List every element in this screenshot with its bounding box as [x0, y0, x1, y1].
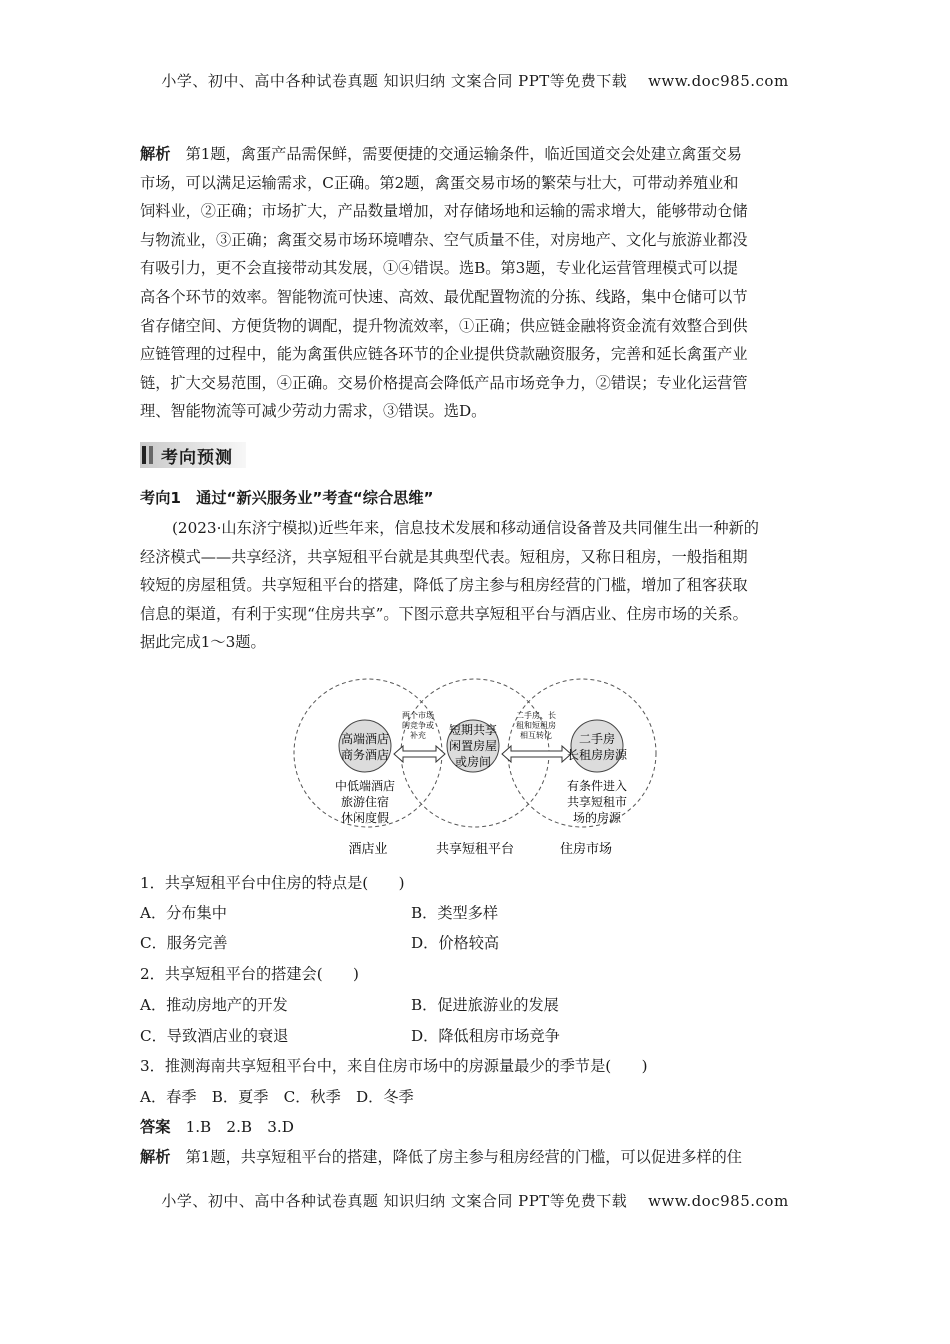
question-1-stem: 1．共享短租平台中住房的特点是( ) [140, 874, 405, 892]
question-3-options[interactable]: A．春季 B．夏季 C．秋季 D．冬季 [140, 1088, 414, 1106]
answer-label: 答案 [140, 1118, 171, 1136]
analysis-line: 有吸引力，更不会直接带动其发展，①④错误。选B。第3题，专业化运营管理模式可以提 [140, 259, 738, 278]
analysis-text: 第1题，共享短租平台的搭建，降低了房主参与租房经营的门槛，可以促进多样的住 [185, 1148, 742, 1166]
question-2-option-c[interactable]: C．导致酒店业的衰退 [140, 1027, 289, 1045]
topic-line [140, 484, 812, 513]
question-2-stem: 2．共享短租平台的搭建会( ) [140, 965, 359, 983]
housing-detail-label: 有条件进入 [566, 779, 628, 793]
analysis-line: 链，扩大交易范围，④正确。交易价格提高会降低产品市场竞争力，②错误；专业化运营管 [140, 373, 748, 392]
platform-core-label: 闲置房屋 [448, 739, 498, 753]
analysis-label: 解析 [140, 145, 171, 163]
platform-core-label: 或房间 [454, 755, 492, 769]
platform-core-label: 短期共享 [448, 723, 498, 737]
topic-label: 考向1 [140, 489, 181, 507]
analysis-line: 省存储空间、方便货物的调配，提升物流效率，①正确；供应链金融将资金流有效整合到供 [140, 316, 748, 335]
analysis-line: 解析 第1题，禽蛋产品需保鲜，需要便捷的交通运输条件，临近国道交会处建立禽蛋交易 [140, 145, 742, 163]
hotel-detail-label: 旅游住宿 [340, 795, 390, 809]
section-title-bar [140, 442, 246, 468]
analysis-block-1 [140, 140, 812, 426]
question-3-stem: 3．推测海南共享短租平台中，来自住房市场中的房源量最少的季节是( ) [140, 1057, 648, 1075]
analysis-line: 与物流业，③正确；禽蛋交易市场环境嘈杂、空气质量不佳，对房地产、文化与旅游业都没 [140, 230, 748, 249]
analysis-line: 饲料业，②正确；市场扩大，产品数量增加，对存储场地和运输的需求增大，能够带动仓储 [140, 202, 748, 221]
arrow-note-right: 二手房、长 [516, 711, 556, 720]
passage-line: 信息的渠道，有利于实现“住房共享”。下图示意共享短租平台与酒店业、住房市场的关系。 [140, 604, 748, 623]
hotel-core-circle [339, 720, 391, 772]
question-1-option-b[interactable]: B．类型多样 [411, 904, 499, 922]
hotel-detail-label: 休闲度假 [340, 811, 390, 825]
analysis-line: 应链管理的过程中，能为禽蛋供应链各环节的企业提供贷款融资服务，完善和延长禽蛋产业 [140, 345, 748, 364]
hotel-core-label: 商务酒店 [340, 748, 390, 762]
question-1-option-d[interactable]: D．价格较高 [411, 934, 500, 952]
caption-hotel: 酒店业 [348, 842, 388, 857]
passage [140, 514, 812, 657]
analysis-line: 市场，可以满足运输需求，C正确。第2题，禽蛋交易市场的繁荣与壮大，可带动养殖业和 [140, 173, 739, 192]
double-arrow-icon [502, 746, 571, 762]
arrow-note-right: 租和短租房 [516, 721, 556, 730]
housing-core-label: 二手房 [578, 732, 616, 746]
analysis-line: 理、智能物流等可减少劳动力需求，③错误。选D。 [140, 402, 487, 421]
passage-line: 据此完成1～3题。 [140, 633, 266, 652]
caption-platform: 共享短租平台 [435, 842, 515, 857]
housing-detail-label: 场的房源 [572, 811, 622, 825]
section-title: 考向预测 [161, 447, 233, 468]
double-arrow-icon [394, 746, 445, 762]
arrow-note-right: 相互转化 [520, 731, 552, 740]
analysis-block-2 [140, 1146, 812, 1167]
venn-diagram [290, 670, 670, 862]
housing-core-label: 长租房房源 [566, 748, 628, 762]
arrow-note-left: 两个市场 [402, 711, 434, 720]
question-1-option-a[interactable]: A．分布集中 [140, 904, 227, 922]
arrow-note-left: 补充 [410, 731, 426, 740]
passage-line: 较短的房屋租赁。共享短租平台的搭建，降低了房主参与租房经营的门槛，增加了租客获取 [140, 576, 748, 595]
hotel-detail-label: 中低端酒店 [334, 779, 396, 793]
passage-line: (2023·山东济宁模拟)近些年来，信息技术发展和移动通信设备普及共同催生出一种新的 [172, 519, 759, 537]
answer-line [140, 1116, 294, 1137]
question-2-option-a[interactable]: A．推动房地产的开发 [140, 996, 288, 1014]
page-header: 小学、初中、高中各种试卷真题 知识归纳 文案合同 PPT等免费下载 www.doc985.com [161, 72, 789, 90]
housing-core-circle [571, 720, 623, 772]
page-footer: 小学、初中、高中各种试卷真题 知识归纳 文案合同 PPT等免费下载 www.doc985.com [161, 1192, 789, 1210]
hotel-core-label: 高端酒店 [340, 732, 390, 746]
passage-line: 经济模式——共享经济，共享短租平台就是其典型代表。短租房，又称日租房，一般指租期 [140, 547, 748, 566]
section-marker-icon [142, 446, 146, 464]
analysis-line: 高各个环节的效率。智能物流可快速、高效、最优配置物流的分拣、线路，集中仓储可以节 [140, 287, 748, 306]
question-2-option-d[interactable]: D．降低租房市场竞争 [411, 1027, 560, 1045]
arrow-note-left: 的竞争或 [402, 721, 434, 730]
topic-text: 通过“新兴服务业”考查“综合思维” [196, 489, 434, 507]
section-marker-icon [149, 446, 153, 464]
housing-detail-label: 共享短租市 [566, 795, 628, 809]
answer-text: 1.B 2.B 3.D [185, 1118, 294, 1136]
question-1-option-c[interactable]: C．服务完善 [140, 934, 228, 952]
analysis-label: 解析 [140, 1148, 171, 1166]
question-2-option-b[interactable]: B．促进旅游业的发展 [411, 996, 559, 1014]
caption-housing: 住房市场 [559, 842, 613, 857]
